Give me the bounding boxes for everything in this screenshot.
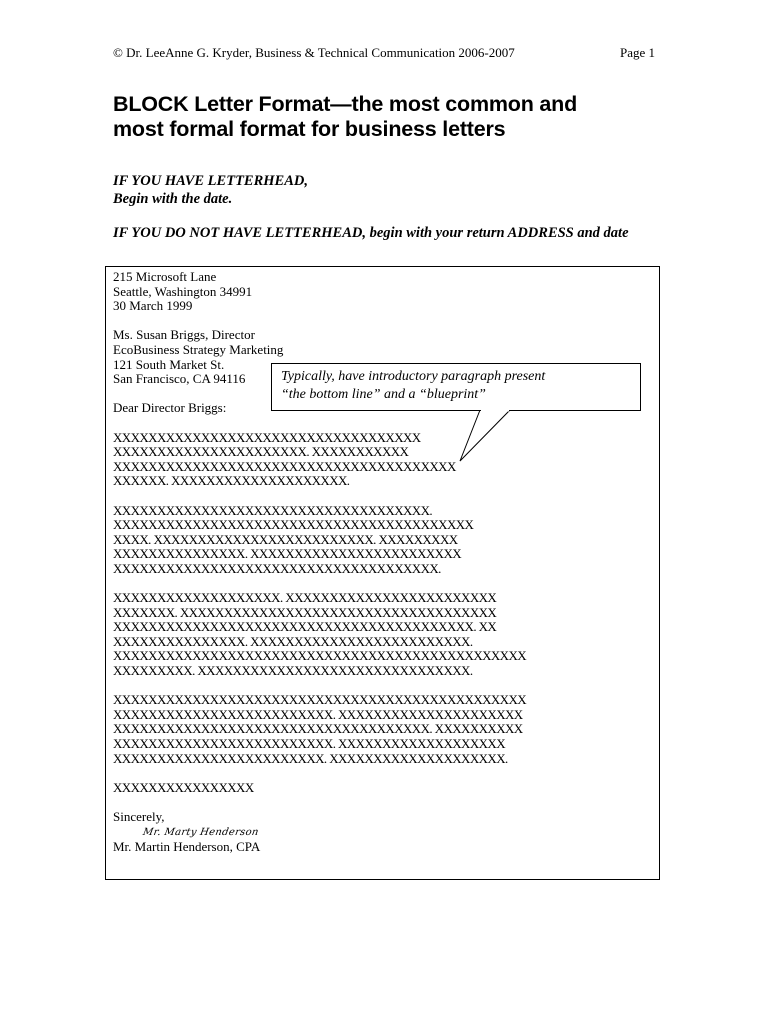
placeholder-text-line: XXXXXXXXXXXXXXXXXXXXXX. XXXXXXXXXXX [113,444,409,460]
signer-name: Mr. Martin Henderson, CPA [113,838,261,854]
callout-line-1: Typically, have introductory paragraph present [281,369,546,384]
callout-text [281,368,636,403]
copyright-notice: © Dr. LeeAnne G. Kryder, Business & Technical Communication 2006-2007 [113,45,515,60]
placeholder-text-line: XXXXXXXXXXXXXXXX [113,779,254,795]
letterhead-instruction-line-2: Begin with the date. [113,191,233,207]
page-number: Page 1 [619,45,655,60]
letter-paragraphs [113,431,658,810]
placeholder-text-line: XXXXXXXXXXXXXXXXXXXXXXXXX. XXXXXXXXXXXXXXXXXXXXX [113,706,523,722]
placeholder-text-line: XXXX. XXXXXXXXXXXXXXXXXXXXXXXXX. XXXXXXXXX [113,531,458,547]
return-address-line: 215 Microsoft Lane [113,269,217,284]
placeholder-text-line: XXXXXXX. XXXXXXXXXXXXXXXXXXXXXXXXXXXXXXXXXXXX [113,604,497,620]
placeholder-text-line: XXXXXXXXXXXXXXXXXXXXXXXXXXXXXXXXXXXX. XXXXXXXXXX [113,721,523,737]
placeholder-text-line: XXXXXXXXXXXXXXXXXXXXXXXXXXXXXXXXXXXXXXXXXXXXXXX [113,692,527,708]
placeholder-text-line: XXXXXXXXXXXXXXXXXXX. XXXXXXXXXXXXXXXXXXXXXXXX [113,590,497,606]
letter-body [113,270,658,854]
placeholder-text-line: XXXXXXXXXXXXXXXXXXXXXXXXXXXXXXXXXXXXXXX [113,458,456,474]
closing: Sincerely, [113,808,165,824]
placeholder-text-line: XXXXXX. XXXXXXXXXXXXXXXXXXXX. [113,473,350,489]
paragraph [113,781,658,796]
paragraph [113,504,658,577]
paragraph [113,431,658,489]
placeholder-text-line: XXXXXXXXXXXXXXXXXXXXXXXX. XXXXXXXXXXXXXXXXXXXX. [113,750,508,766]
page-header [113,45,655,61]
return-address [113,270,658,314]
placeholder-text-line: XXXXXXXXXXXXXXX. XXXXXXXXXXXXXXXXXXXXXXXXX. [113,633,473,649]
letterhead-instruction-line-1: IF YOU HAVE LETTERHEAD, [113,173,308,189]
placeholder-text-line: XXXXXXXXXXXXXXXXXXXXXXXXXXXXXXXXXXXX. [113,502,433,518]
page-title [113,92,673,142]
placeholder-text-line: XXXXXXXXX. XXXXXXXXXXXXXXXXXXXXXXXXXXXXXXX. [113,663,473,679]
placeholder-text-line: XXXXXXXXXXXXXXXXXXXXXXXXXXXXXXXXXXX [113,429,421,445]
title-line-2: most formal format for business letters [113,117,506,141]
paragraph [113,591,658,679]
return-address-line: Seattle, Washington 34991 [113,283,253,299]
salutation: Dear Director Briggs: [113,400,227,416]
inside-address-line: EcoBusiness Strategy Marketing [113,341,284,357]
inside-address-line: San Francisco, CA 94116 [113,371,246,387]
title-line-1: BLOCK Letter Format—the most common and [113,92,578,116]
placeholder-text-line: XXXXXXXXXXXXXXXXXXXXXXXXXXXXXXXXXXXXXXXXX [113,517,474,533]
letter-date: 30 March 1999 [113,298,193,314]
no-letterhead-instruction: IF YOU DO NOT HAVE LETTERHEAD, begin with your return ADDRESS and date [113,225,629,241]
inside-address-line: Ms. Susan Briggs, Director [113,327,255,343]
letterhead-instruction [113,172,308,208]
callout-line-2: “the bottom line” and a “blueprint” [281,386,486,402]
inside-address-line: 121 South Market St. [113,356,225,372]
placeholder-text-line: XXXXXXXXXXXXXXXXXXXXXXXXXXXXXXXXXXXXXXXXX. XX [113,619,497,635]
placeholder-text-line: XXXXXXXXXXXXXXXXXXXXXXXXX. XXXXXXXXXXXXXXXXXXX [113,736,505,751]
placeholder-text-line: XXXXXXXXXXXXXXX. XXXXXXXXXXXXXXXXXXXXXXXX [113,546,462,562]
paragraph [113,693,658,766]
handwritten-signature: Mr. Marty Henderson [142,826,260,838]
placeholder-text-line: XXXXXXXXXXXXXXXXXXXXXXXXXXXXXXXXXXXXXXXXXXXXXXX [113,648,527,664]
placeholder-text-line: XXXXXXXXXXXXXXXXXXXXXXXXXXXXXXXXXXXXX. [113,560,441,576]
